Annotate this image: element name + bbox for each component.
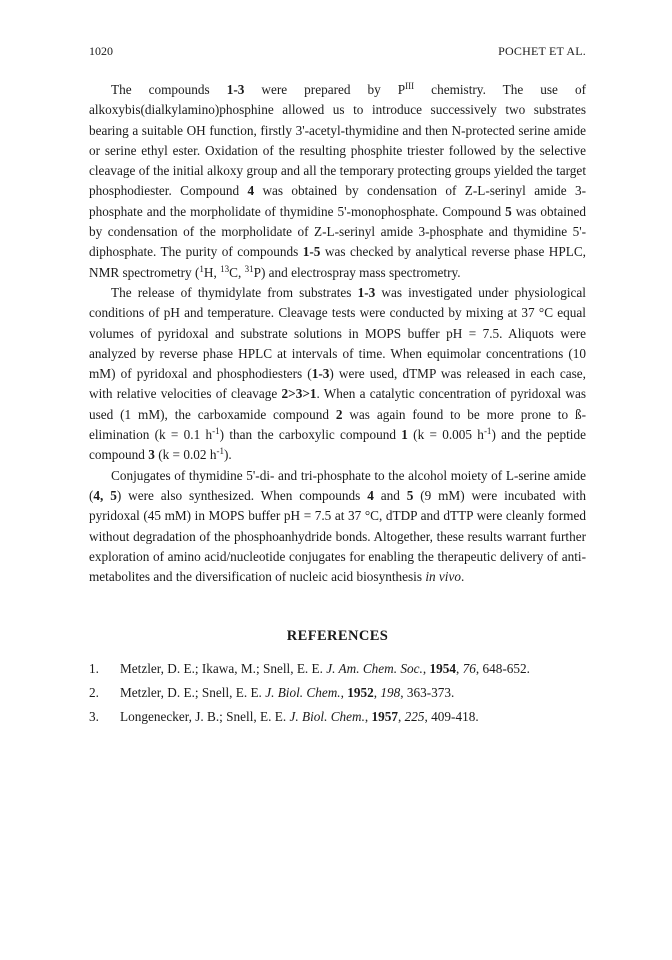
reference-item: 3. Longenecker, J. B.; Snell, E. E. J. Biol. Chem., 1957, 225, 409-418.: [89, 707, 586, 729]
page-number: 1020: [89, 44, 113, 58]
compound-ref: 1-3: [311, 366, 330, 382]
compound-ref: 3: [148, 447, 155, 463]
reference-number: 1.: [89, 661, 99, 676]
compound-ref: 4, 5: [93, 487, 117, 503]
compound-ref: 5: [406, 487, 414, 503]
compound-ref: 1-5: [302, 244, 321, 260]
reference-item: 2. Metzler, D. E.; Snell, E. E. J. Biol. Chem., 1952, 198, 363-373.: [89, 683, 586, 705]
compound-ref: 1-3: [226, 82, 245, 97]
compound-ref: 1-3: [357, 284, 376, 300]
compound-ref: 4: [247, 183, 255, 199]
running-head-authors: POCHET ET AL.: [498, 44, 586, 58]
reference-number: 2.: [89, 685, 99, 700]
reference-item: 1. Metzler, D. E.; Ikawa, M.; Snell, E. E. J. Am. Chem. Soc., 1954, 76, 648-652.: [89, 659, 586, 681]
body-text: [89, 80, 586, 587]
running-head: [89, 42, 586, 60]
compound-ref: 4: [367, 487, 374, 503]
compound-ref: 2: [335, 406, 343, 422]
paragraph-conjugates: Conjugates of thymidine 5'-di- and tri-phosphate to the alcohol moiety of L-serine amide (4, 5) were also synthesized. When compounds 4 and 5 (9 mM) were incubated with pyridoxal (45 mM) in MOPS buffer pH = 7.5 at 37 °C, dTDP and dTTP were cleanly formed without degradation of the phosphoanhydride bonds. Altogether, these results warrant further exploration of amino acid/nucleotide conjugates for enabling the therapeutic delivery of anti-metabolites and the diversification of nucleic acid biosynthesis in vivo.: [89, 467, 587, 585]
references-list: [89, 659, 586, 731]
reference-number: 3.: [89, 709, 99, 724]
paragraph-release: The release of thymidylate from substrates 1-3 was investigated under physiological conditions of pH and temperature. Cleavage tests were conducted by mixing at 37 °C equal volumes of pyridoxal and substrate solutions in MOPS buffer pH = 7.5. Aliquots were analyzed by reverse phase HPLC at intervals of time. When equimolar concentrations (10 mM) of pyridoxal and phosphodiesters (1-3) were used, dTMP was released in each case, with relative velocities of cleavage 2>3>1. When a catalytic concentration of pyridoxal was used (1 mM), the carboxamide compound 2 was again found to be more prone to ß-elimination (k = 0.1 $h^{-1}$) than the carboxylic compound 1 (k = 0.005 $h^{-1}$) and the peptide compound 3 (k = 0.02 $h^{-1}$).: [89, 284, 586, 463]
references-heading: REFERENCES: [286, 628, 389, 644]
compound-ref: 2>3>1: [281, 386, 317, 402]
paragraph-synthesis: The compounds 1-3 were prepared by $P^{III}$ chemistry. The use of alkoxybis(dialkylamino)phosphine allowed us to introduce successively two substrates bearing a suitable OH function, firstly 3'-acetyl-thymidine and then N-protected serine amide or serine ethyl ester. Oxidation of the resulting phosphite triester followed by the selective cleavage of the initial alkoxy group and all the temporary protecting groups yielded the target phosphodiester. Compound 4 was obtained by condensation of Z-L-serinyl amide 3-phosphate and the morpholidate of thymidine 5'-monophosphate. Compound 5 was obtained by condensation of the morpholidate of Z-L-serinyl amide 3-phosphate and thymidine 5'-diphosphate. The purity of compounds 1-5 was checked by analytical reverse phase HPLC, NMR spectrometry ($^1$H, $^{13}$C, $^{31}$P) and electrospray mass spectrometry.: [89, 81, 587, 280]
compound-ref: 1: [401, 427, 408, 443]
compound-ref: 5: [505, 203, 512, 219]
